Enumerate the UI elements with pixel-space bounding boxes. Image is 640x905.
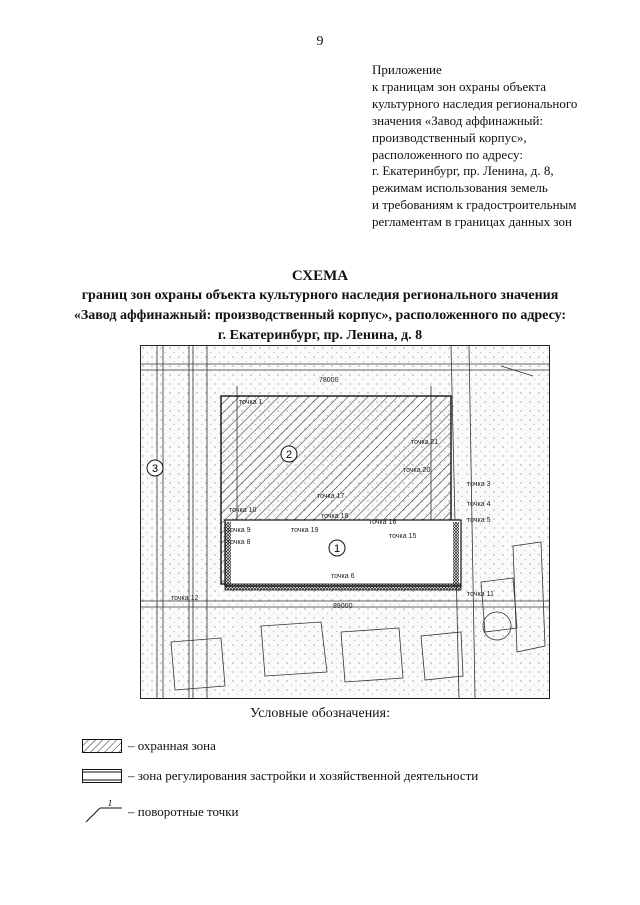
appendix-line: к границам зон охраны объекта — [372, 78, 546, 94]
turning-point-swatch — [82, 800, 122, 824]
regulation-zone-swatch — [82, 769, 122, 783]
appendix-line: культурного наследия регионального — [372, 95, 578, 111]
regulation-zone-border — [453, 522, 459, 586]
appendix-line: режимам использования земель — [372, 180, 548, 196]
zone-marker-number: 3 — [151, 463, 159, 475]
legend-item-text: – поворотные точки — [128, 804, 239, 819]
legend-item-text: – охранная зона — [128, 738, 216, 753]
legend-item-regulation-zone — [82, 764, 478, 788]
point-label: точка 1 — [239, 399, 263, 406]
appendix-line: Приложение — [372, 62, 442, 77]
appendix-line: значения «Завод аффинажный: — [372, 112, 544, 128]
appendix-line: регламентам в границах данных зон — [372, 214, 572, 230]
scheme-title-line: границ зон охраны объекта культурного наследия регионального значения — [81, 288, 559, 303]
point-label: точка 18 — [321, 513, 349, 520]
legend-title: Условные обозначения: — [249, 706, 391, 721]
page-number: 9 — [316, 34, 324, 49]
appendix-line: производственный корпус», — [372, 129, 527, 145]
appendix-line: и требованиям к градостроительным — [372, 197, 577, 213]
protection-zone-swatch — [82, 739, 122, 753]
zone-scheme-map — [140, 345, 550, 699]
legend-item-text: – зона регулирования застройки и хозяйственной деятельности — [128, 768, 479, 783]
point-label: точка 21 — [411, 439, 439, 446]
point-label: точка 15 — [389, 533, 417, 540]
point-label: точка 11 — [467, 591, 494, 598]
scheme-title — [0, 266, 640, 346]
point-label: точка 20 — [403, 467, 431, 474]
object-marker-number: 1 — [333, 543, 341, 555]
appendix-note — [372, 62, 622, 231]
regulation-zone-border — [225, 584, 461, 590]
point-label: точка 16 — [369, 519, 397, 526]
appendix-line: расположенного по адресу: — [372, 146, 523, 162]
turning-point-label: 1 — [107, 800, 113, 808]
legend-item-protection-zone — [82, 734, 216, 758]
point-label: точка 6 — [331, 573, 355, 580]
dimension-label: 89000 — [333, 603, 353, 610]
point-label: точка 19 — [291, 527, 319, 534]
scheme-title-line: «Завод аффинажный: производственный корпус», расположенного по адресу: — [73, 308, 567, 323]
point-label: точка 3 — [467, 481, 491, 488]
dimension-label: 78000 — [319, 377, 339, 384]
scheme-title-line: г. Екатеринбург, пр. Ленина, д. 8 — [217, 328, 423, 343]
object-marker — [329, 540, 345, 556]
point-label: точка 17 — [317, 493, 345, 500]
scheme-title-main: СХЕМА — [291, 268, 349, 284]
legend-item-turning-points — [82, 800, 238, 824]
point-label: точка 10 — [229, 507, 257, 514]
point-label: точка 8 — [227, 539, 251, 546]
point-label: точка 9 — [227, 527, 251, 534]
zone-marker — [281, 446, 297, 462]
zone-marker-number: 2 — [285, 449, 293, 461]
point-label: точка 12 — [171, 595, 199, 602]
point-label: точка 5 — [467, 517, 491, 524]
zone-marker — [147, 460, 163, 476]
point-label: точка 4 — [467, 501, 491, 508]
appendix-line: г. Екатеринбург, пр. Ленина, д. 8, — [372, 163, 554, 179]
map-drawing — [141, 346, 549, 698]
